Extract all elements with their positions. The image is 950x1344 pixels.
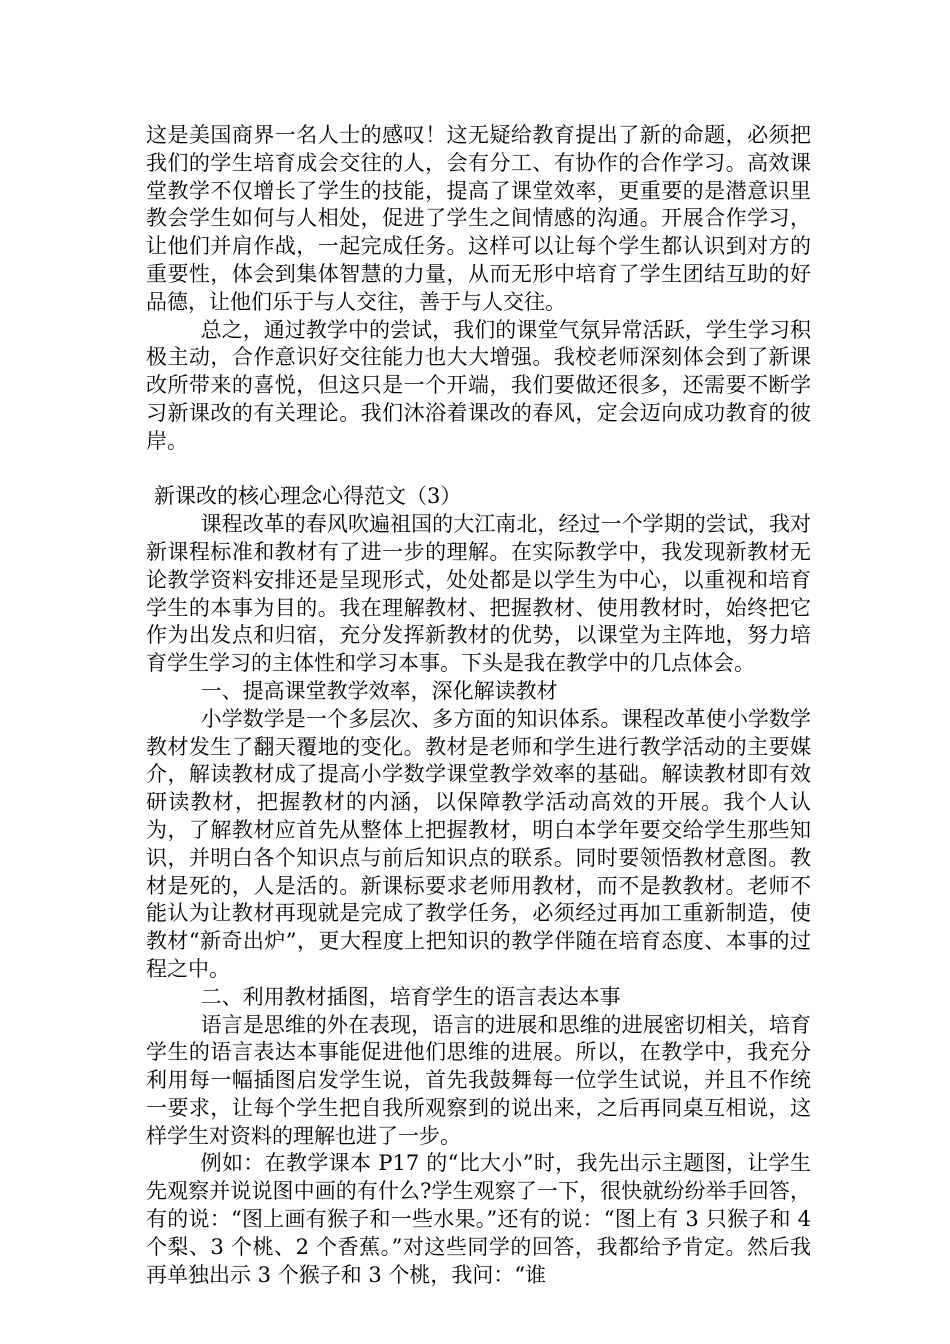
paragraph-conclusion: 总之，通过教学中的尝试，我们的课堂气氛异常活跃，学生学习积极主动，合作意识好交往能力也大大增强。我校老师深刻体会到了新课改所带来的喜悦，但这只是一个开端，我们要做还很多，还需要不断学习新课改的有关理论。我们沐浴着课改的春风，定会迈向成功教育的彼岸。	[146, 317, 811, 453]
paragraph-intro: 课程改革的春风吹遍祖国的大江南北，经过一个学期的尝试，我对新课程标准和教材有了进一步的理解。在实际教学中，我发现新教材无论教学资料安排还是呈现形式，处处都是以学生为中心，以重视和培育学生的本事为目的。我在理解教材、把握教材、使用教材时，始终把它作为出发点和归宿，充分发挥新教材的优势，以课堂为主阵地，努力培育学生学习的主体性和学习本事。下头是我在教学中的几点体会。	[146, 512, 811, 676]
document-body	[146, 122, 811, 1289]
paragraph-textbook: 小学数学是一个多层次、多方面的知识体系。课程改革使小学数学教材发生了翻天覆地的变化。教材是老师和学生进行教学活动的主要媒介，解读教材成了提高小学数学课堂教学效率的基础。解读教材即有效研读教材，把握教材的内涵，以保障教学活动高效的开展。我个人认为，了解教材应首先从整体上把握教材，明白本学年要交给学生那些知识，并明白各个知识点与前后知识点的联系。同时要领悟教材意图。教材是死的，人是活的。新课标要求老师用教材，而不是教教材。老师不能认为让教材再现就是完成了教学任务，必须经过再加工重新制造，使教材“新奇出炉”，更大程度上把知识的教学伴随在培育态度、本事的过程之中。	[146, 706, 811, 981]
subheading-one: 一、提高课堂教学效率，深化解读教材	[200, 678, 558, 703]
section-title: 新课改的核心理念心得范文（3）	[154, 484, 462, 509]
paragraph-language: 语言是思维的外在表现，语言的进展和思维的进展密切相关，培育学生的语言表达本事能促进他们思维的进展。所以，在教学中，我充分利用每一幅插图启发学生说，首先我鼓舞每一位学生试说，并且不作统一要求，让每个学生把自我所观察到的说出来，之后再同桌互相说，这样学生对资料的理解也进了一步。	[146, 1012, 811, 1148]
blank-line	[146, 456, 811, 484]
paragraph-cooperation: 这是美国商界一名人士的感叹！这无疑给教育提出了新的命题，必须把我们的学生培育成会交往的人，会有分工、有协作的合作学习。高效课堂教学不仅增长了学生的技能，提高了课堂效率，更重要的是潜意识里教会学生如何与人相处，促进了学生之间情感的沟通。开展合作学习，让他们并肩作战，一起完成任务。这样可以让每个学生都认识到对方的重要性，体会到集体智慧的力量，从而无形中培育了学生团结互助的好品德，让他们乐于与人交往，善于与人交往。	[146, 123, 811, 314]
subheading-two: 二、利用教材插图，培育学生的语言表达本事	[200, 984, 621, 1009]
paragraph-example: 例如：在教学课本 P17 的“比大小”时，我先出示主题图，让学生先观察并说说图中画的有什么?学生观察了一下，很快就纷纷举手回答，有的说：“图上画有猴子和一些水果。”还有的说：“图上有 3 只猴子和 4 个梨、3 个桃、2 个香蕉。”对这些同学的回答，我都给予肯定。然后我再单独出示 3 个猴子和 3 个桃，我问：“谁	[146, 1151, 811, 1287]
